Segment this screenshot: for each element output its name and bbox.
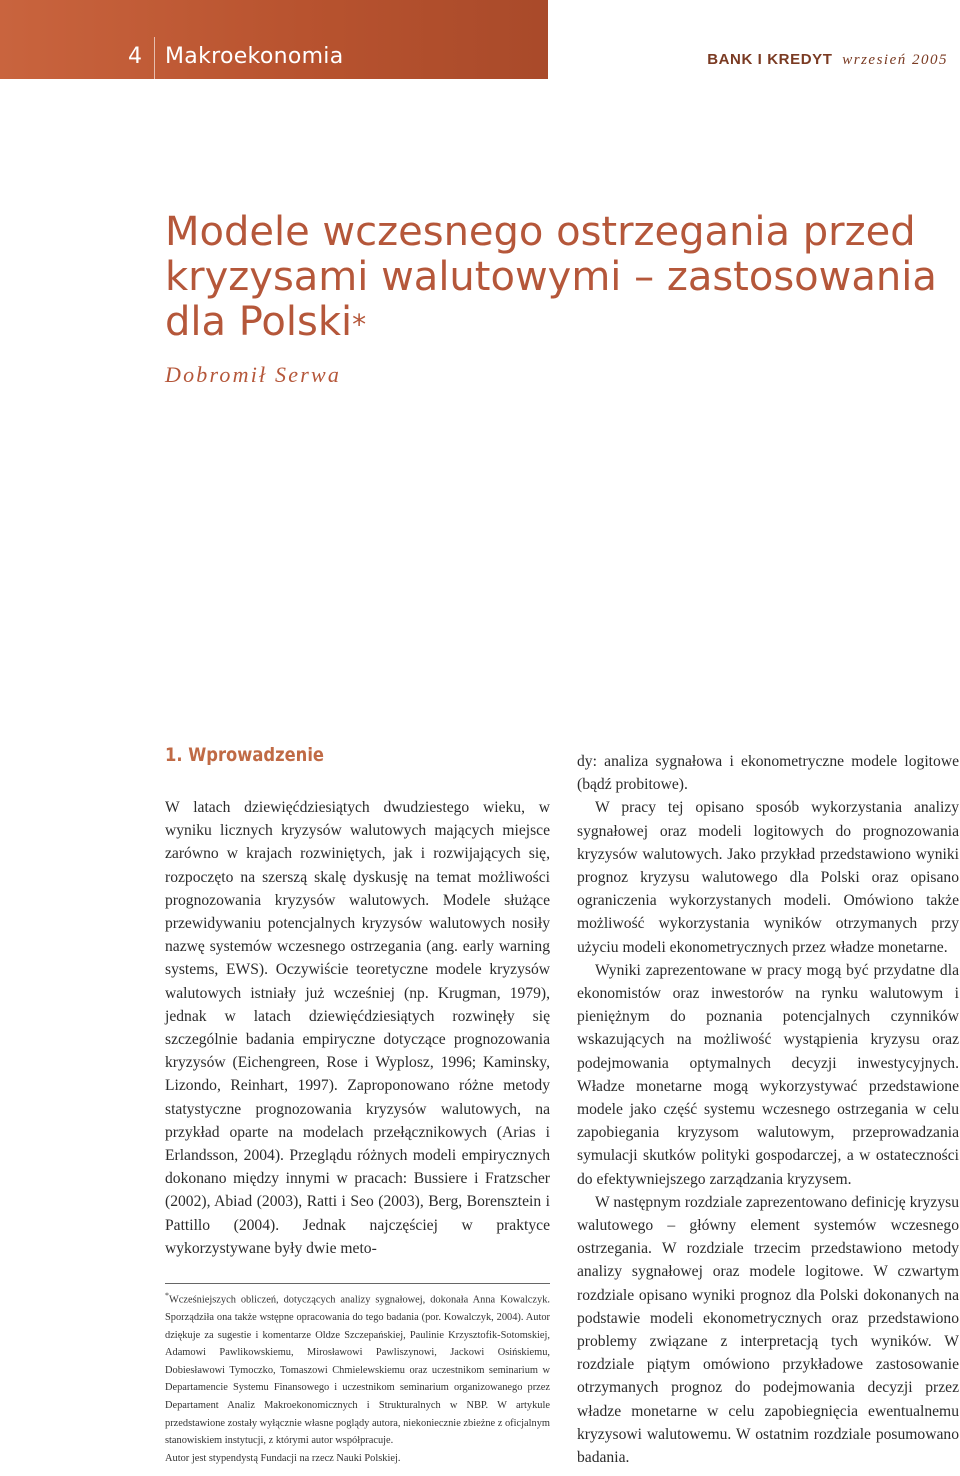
footnote-note: Autor jest stypendystą Fundacji na rzecz Nauki Polskiej. — [165, 1452, 401, 1464]
issue-date: wrzesień 2005 — [842, 52, 948, 68]
body-paragraph: W następnym rozdziale zaprezentowano definicję kryzysu walutowego – główny element systemów wczesnego ostrzegania. W rozdziale trzecim przedstawiono metody analizy sygnałowej oraz modele logitowe. W czwartym rozdziale opisano wyniki prognoz dla Polski dokonanych na podstawie modeli ekonometrycznych oraz przedstawiono problemy związane z interpretacją tych wyników. W rozdziale piątym omówiono przykładowe zastosowanie otrzymanych prognoz do podejmowania decyzji przez władze monetarne w celu zapobiegnięcia ewentualnemu kryzysowi walutowemu. W ostatnim rozdziale posumowano badania. — [577, 1193, 959, 1467]
footnote-divider — [165, 1283, 550, 1284]
article-title-text: Modele wczesnego ostrzegania przed kryzysami walutowymi – zastosowania dla Polski — [165, 209, 937, 345]
article-title — [165, 210, 955, 345]
title-footnote-mark: * — [352, 308, 367, 341]
footnote-text: Wcześniejszych obliczeń, dotyczących analizy sygnałowej, dokonała Anna Kowalczyk. Sporządziła ona także wstępne opracowania do tego badania (por. Kowalczyk, 2004). Autor dziękuje za sugestie i komentarze Oldze Szczepańskiej, Paulinie Krzysztofik-Sotomskiej, Adamowi Pawlikowskiemu, Mirosławowi Pawliszynowi, Jackowi Osińskiemu, Dobiesławowi Tymoczko, Tomaszowi Chmielewskiemu oraz uczestnikom seminarium w Departamencie Systemu Finansowego i uczestnikom seminarium organizowanego przez Departament Analiz Makroekonomicznych i Strukturalnych w NBP. W artykule przedstawione zostały wyłącznie własne poglądy autora, niekoniecznie zbieżne z oficjalnym stanowiskiem instytucji, z którymi autor współpracuje. — [165, 1294, 550, 1447]
body-paragraph: dy: analiza sygnałowa i ekonometryczne modele logitowe (bądź probitowe). — [577, 753, 959, 794]
section-heading: 1. Wprowadzenie — [165, 744, 325, 766]
body-paragraph: W latach dziewięćdziesiątych dwudziestego wieku, w wyniku licznych kryzysów walutowych mających miejsce zarówno w krajach rozwiniętych, jak i rozwijających się, rozpoczęto na szerszą skalę dyskusję na temat możliwości prognozowania kryzysów walutowych. Modele służące przewidywaniu potencjalnych kryzysów walutowych nosiły nazwę systemów wczesnego ostrzegania (ang. early warning systems, EWS). Oczywiście teoretyczne modele kryzysów walutowych istniały już wcześniej (np. Krugman, 1979), jednak w latach dziewięćdziesiątych rozwinęły się szczególnie badania empiryczne dotyczące prognozowania kryzysów (Eichengreen, Rose i Wyplosz, 1996; Kaminsky, Lizondo, Reinhart, 1997). Zaproponowano różne metody statystyczne prognozowania kryzysów walutowych, na przykład oparte na modelach przełącznikowych (Arias i Erlandsson, 2004). Przeglądu różnych modeli empirycznych dokonano między innymi w pracach: Bussiere i Fratzscher (2002), Abiad (2003), Ratti i Seo (2003), Berg, Borensztein i Pattillo (2004). Jednak najczęściej w praktyce wykorzystywane były dwie meto- — [165, 799, 550, 1257]
right-column — [577, 750, 959, 1469]
left-column — [165, 796, 550, 1260]
author-name: Dobromił Serwa — [165, 362, 342, 387]
header-banner — [0, 0, 548, 79]
body-paragraph: Wyniki zaprezentowane w pracy mogą być przydatne dla ekonomistów oraz inwestorów na rynku walutowym i pieniężnym do poznania potencjalnych czynników wskazujących na możliwość wystąpienia kryzysu oraz podejmowania optymalnych decyzji inwestycyjnych. Władze monetarne mogą wykorzystywać przedstawione modele jako część systemu wczesnego ostrzegania w celu zapobiegania kryzysom walutowym, przeprowadzania symulacji skutków polityki gospodarczej, a w ostateczności do efektywniejszego zarządzania kryzysem. — [577, 961, 959, 1188]
footnote-mark: * — [165, 1291, 169, 1300]
section-name: Makroekonomia — [165, 44, 344, 69]
page-number: 4 — [128, 44, 142, 69]
publication-name: BANK I KREDYT — [707, 51, 833, 68]
banner-divider — [154, 37, 155, 79]
publication-info — [707, 51, 948, 69]
body-paragraph: W pracy tej opisano sposób wykorzystania analizy sygnałowej oraz modeli logitowych do prognozowania kryzysów walutowych. Jako przykład przedstawiono wyniki prognoz kryzysu walutowego dla Polski oraz opisano ograniczenia wykorzystanych modeli. Omówiono także możliwość wykorzystania wyników otrzymanych przy użyciu modeli ekonometrycznych przez władze monetarne. — [577, 799, 959, 956]
footnote — [165, 1287, 550, 1467]
